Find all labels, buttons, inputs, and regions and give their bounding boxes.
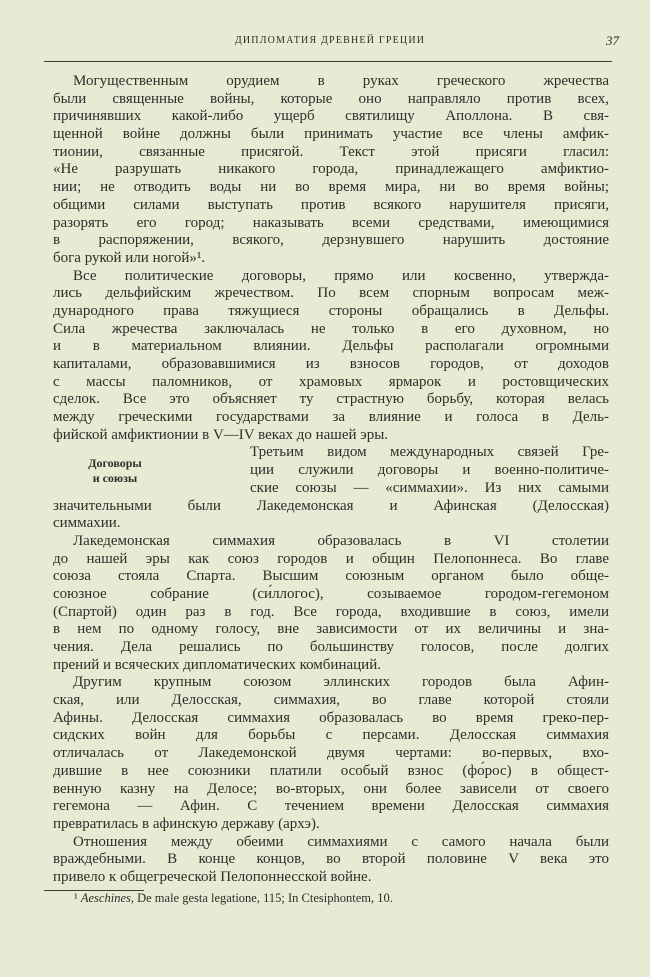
text-line: лись дельфийским жречеством. По всем спорным вопросам меж- xyxy=(53,285,609,302)
text-line: прений и всяческих дипломатических комбинаций. xyxy=(53,656,381,673)
text-line: превратилась в афинскую державу (архэ). xyxy=(53,815,320,832)
paragraph xyxy=(53,674,609,833)
paragraph xyxy=(53,533,609,675)
text-line: фийской амфиктионии в V—IV веках до нашей эры. xyxy=(53,426,389,443)
text-line: Другим крупным союзом эллинских городов была Афин- xyxy=(73,674,609,691)
footnote-marker: ¹ xyxy=(74,891,78,905)
text-line: сделок. Все это объясняет ту страстную борьбу, которая велась xyxy=(53,391,609,408)
text-line: капиталами, образовавшимися из взносов городов, от доходов xyxy=(53,356,609,372)
footnote-author: Aeschines xyxy=(80,891,131,905)
text-line: с массы паломников, от храмовых ярмарок и ростовщических xyxy=(53,373,609,390)
text-line: бога рукой или ногой»¹. xyxy=(53,249,206,266)
text-line: гегемона — Афин. С течением времени Делосская симмахия xyxy=(53,798,609,815)
text-line: Третьим видом международных связей Гре- xyxy=(250,444,609,461)
text-line: враждебными. В конце концов, во второй половине V века это xyxy=(53,851,609,868)
text-line: Афины. Делосская симмахия образовалась во время греко-пер- xyxy=(53,709,609,726)
text-line: дившие в нее союзники платили особый взнос (фо́рос) в общест- xyxy=(53,762,609,779)
text-line: дународного права тяжущиеся стороны обращались в Дельфы. xyxy=(53,302,609,319)
text-line: ские союзы — «симмахии». Из них самыми xyxy=(250,479,609,496)
text-line: Могущественным орудием в руках греческого жречества xyxy=(73,73,609,89)
paragraph xyxy=(53,444,609,532)
text-line: союза стояла Спарта. Высшим союзным органом было обще- xyxy=(53,568,609,585)
footnote-text: , De male gesta legatione, 115; In Ctesiphontem, 10. xyxy=(130,891,393,905)
text-line: «Не разрушать никакого города, принадлежащего амфиктио- xyxy=(53,161,609,178)
text-line: симмахии. xyxy=(53,515,121,532)
text-line: были священные войны, которые оно направляло против всех, xyxy=(53,90,609,107)
text-line: отличалась от Лакедемонской двумя чертами: во-первых, вхо- xyxy=(53,745,609,762)
page-number: 37 xyxy=(606,33,619,48)
text-line: в распоряжении, всякого, дерзнувшего нарушить достояние xyxy=(53,232,609,249)
text-line: союзное собрание (си́ллогос), созываемое городом-гегемоном xyxy=(53,585,609,602)
text-line: ская, или Делосская, симмахия, во главе которой стояли xyxy=(53,692,609,709)
text-line: (Спартой) один раз в год. Все города, входившие в союз, имели xyxy=(53,603,609,620)
text-line: и в материальном влиянии. Дельфы располагали огромными xyxy=(53,338,609,355)
text-line: до нашей эры как союз городов и общин Пелопоннеса. Во главе xyxy=(53,550,609,567)
text-line: причинявших какой-либо ущерб святилищу Аполлона. В свя- xyxy=(53,108,609,125)
margin-note-line: и союзы xyxy=(92,471,138,485)
margin-note-line: Договоры xyxy=(88,456,142,470)
text-line: привело к общегреческой Пелопоннесской войне. xyxy=(53,868,372,885)
body-text xyxy=(53,73,609,887)
text-line: Все политические договоры, прямо или косвенно, утвержда- xyxy=(73,267,609,284)
text-line: нии; не отводить воды ни во время мира, ни во время войны; xyxy=(53,179,609,196)
text-line: в нем по одному голосу, вне зависимости от их величины и зна- xyxy=(53,621,609,638)
paragraph xyxy=(53,834,609,887)
text-line: сидских войн для борьбы с персами. Делосская симмахия xyxy=(53,727,609,744)
text-line: общими силами выступать против всякого нарушителя присяги, xyxy=(53,196,609,213)
text-line: разорять его город; наказывать всеми средствами, имеющимися xyxy=(53,214,609,231)
footnote xyxy=(74,890,393,907)
text-line: Лакедемонская симмахия образовалась в VI столетии xyxy=(73,532,609,549)
text-line: Отношения между обеими симмахиями с самого начала были xyxy=(73,833,609,850)
text-line: Сила жречества заключалась не только в его духовном, но xyxy=(53,320,609,337)
text-line: ции служили договоры и военно-политиче- xyxy=(250,462,609,479)
text-line: значительными были Лакедемонская и Афинская (Делосская) xyxy=(53,497,609,514)
header-rule xyxy=(44,61,612,62)
text-line: венную казну на Делосе; во-вторых, они более зависели от своего xyxy=(53,780,609,797)
running-header-title: ДИПЛОМАТИЯ ДРЕВНЕЙ ГРЕЦИИ xyxy=(234,35,426,46)
paragraph xyxy=(53,73,609,268)
text-line: тионии, связанные присягой. Текст этой присяги гласил: xyxy=(53,143,609,160)
paragraph xyxy=(53,268,609,445)
text-line: чения. Дела решались по большинству голосов, после долгих xyxy=(53,639,609,655)
text-line: между греческими государствами за влияние и голоса в Дель- xyxy=(53,409,609,426)
text-line: щенной войне должны были принимать участие все члены амфик- xyxy=(53,126,609,143)
